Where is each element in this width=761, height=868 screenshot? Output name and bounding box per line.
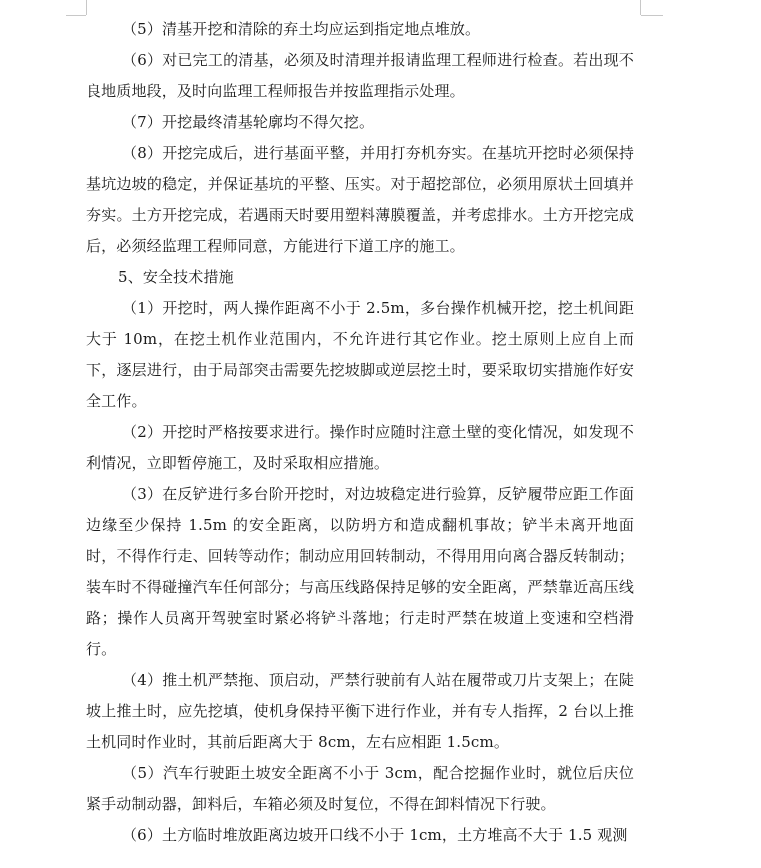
paragraph-safety-2-soil-monitoring: （2）开挖时严格按要求进行。操作时应随时注意土壁的变化情况，如发现不利情况，立即暂停施工，及时采取相应措施。 — [86, 423, 634, 472]
crop-mark-top-right — [641, 15, 663, 16]
crop-mark-top-right — [640, 0, 641, 15]
paragraph-item-8-leveling: （8）开挖完成后，进行基面平整，并用打夯机夯实。在基坑开挖时必须保持基坑边坡的稳定，并保证基坑的平整、压实。对于超挖部位，必须用原状土回填并夯实。土方开挖完成，若遇雨天时要用塑料薄膜覆盖，并考虑排水。土方开挖完成后，必须经监理工程师同意，方能进行下道工序的施工。 — [86, 144, 634, 255]
document-body — [86, 14, 634, 851]
paragraph-safety-4-bulldozer: （4）推土机严禁拖、顶启动，严禁行驶前有人站在履带或刀片支架上；在陡坡上推土时，应先挖填，使机身保持平衡下进行作业，并有专人指挥，2 台以上推土机同时作业时，其前后距离大于 8cm，左右应相距 1.5cm。 — [86, 671, 634, 751]
paragraph-safety-6-stockpile: （6）土方临时堆放距离边坡开口线不小于 1cm，土方堆高不大于 1.5 观测 — [122, 826, 628, 844]
paragraph-item-7-no-underexcavation: （7）开挖最终清基轮廓均不得欠挖。 — [122, 113, 375, 131]
paragraph-item-5-spoil-disposal: （5）清基开挖和清除的弃土均应运到指定地点堆放。 — [122, 20, 481, 38]
section-heading-safety-measures: 5、安全技术措施 — [118, 268, 234, 286]
crop-mark-top-left — [86, 0, 87, 15]
paragraph-safety-1-excavation-distance: （1）开挖时，两人操作距离不小于 2.5m，多台操作机械开挖，挖土机间距大于 10m，在挖土机作业范围内，不允许进行其它作业。挖土原则上应自上而下，逐层进行，由于局部突击需要先挖坡脚或逆层挖土时，要采取切实措施作好安全工作。 — [86, 299, 634, 410]
paragraph-item-6-inspection: （6）对已完工的清基，必须及时清理并报请监理工程师进行检查。若出现不良地质地段，及时向监理工程师报告并按监理指示处理。 — [86, 51, 634, 100]
crop-mark-top-left — [66, 15, 86, 16]
paragraph-safety-5-truck: （5）汽车行驶距土坡安全距离不小于 3cm，配合挖掘作业时，就位后庆位紧手动制动器，卸料后，车箱必须及时复位，不得在卸料情况下行驶。 — [86, 764, 634, 813]
paragraph-safety-3-backhoe: （3）在反铲进行多台阶开挖时，对边坡稳定进行验算，反铲履带应距工作面边缘至少保持 1.5m 的安全距离，以防坍方和造成翻机事故；铲半未离开地面时，不得作行走、回转等动作；制动应用回转制动，不得用用向离合器反转制动；装车时不得碰撞汽车任何部分；与高压线路保持足够的安全距离，严禁靠近高压线路；操作人员离开驾驶室时紧必将铲斗落地；行走时严禁在坡道上变速和空档滑行。 — [86, 485, 634, 658]
